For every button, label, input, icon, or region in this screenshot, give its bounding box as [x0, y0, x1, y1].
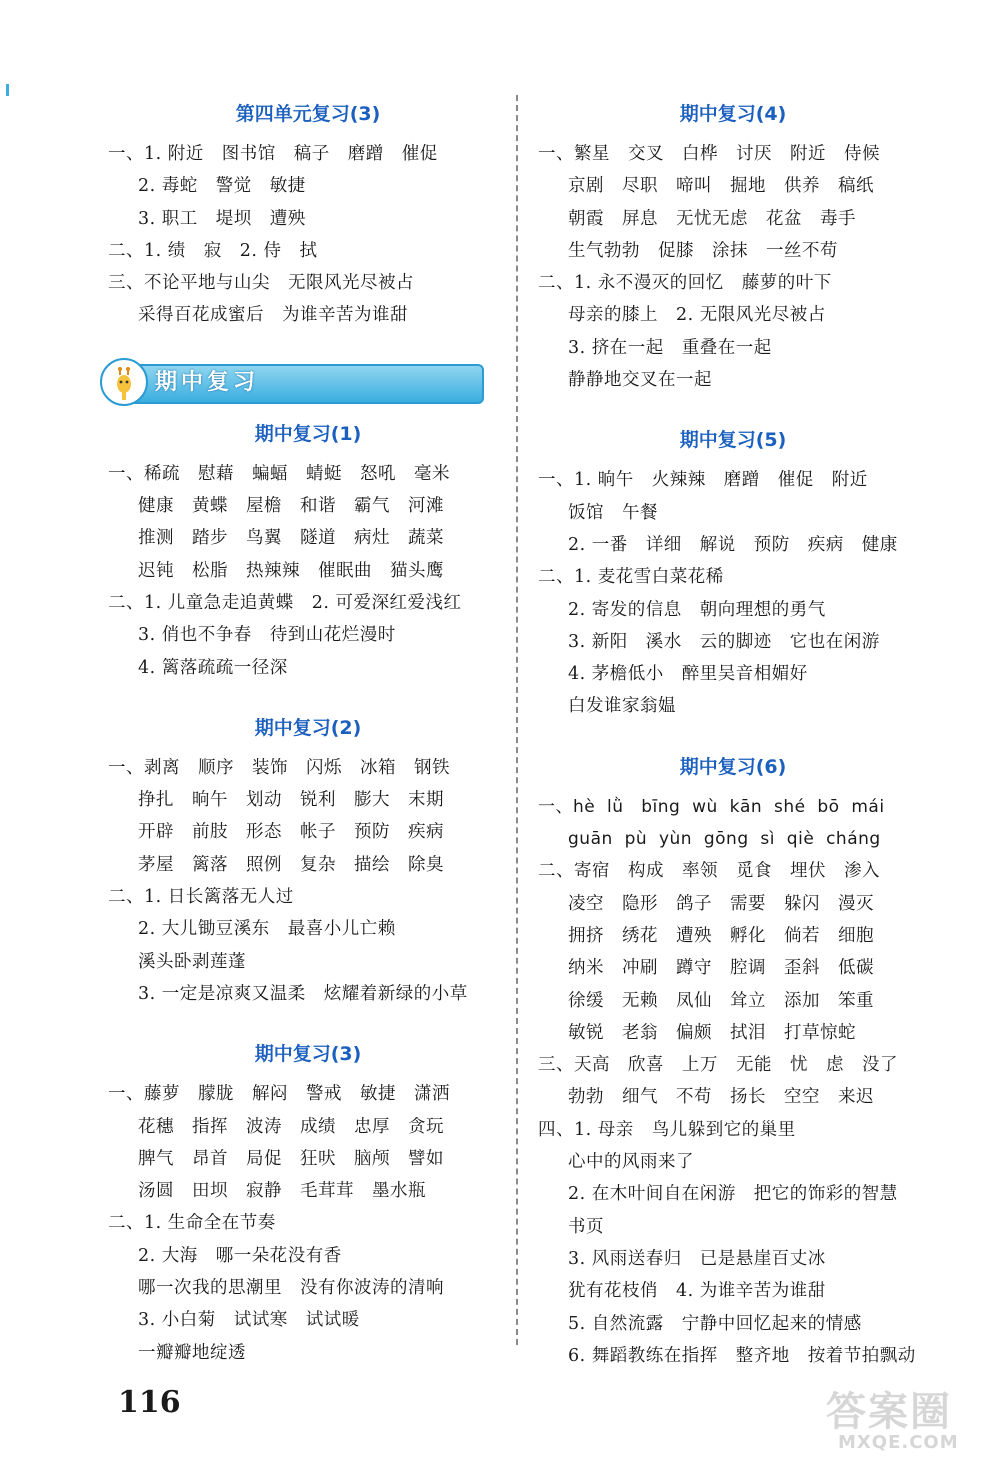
section-title: 期中复习(2): [254, 716, 362, 739]
banner-title: 期中复习: [155, 369, 260, 395]
answer-line: 4. 篱落疏疏一径深: [138, 657, 288, 678]
page-number: 116: [118, 1385, 181, 1420]
answer-line: 纳米 冲刷 蹲守 腔调 歪斜 低碳: [568, 958, 874, 979]
answer-line: 4. 茅檐低小 醉里吴音相媚好: [568, 664, 808, 685]
answer-line: 采得百花成蜜后 为谁辛苦为谁甜: [138, 305, 408, 326]
left-column: [108, 90, 508, 1369]
answer-line: 一、繁星 交叉 白桦 讨厌 附近 侍候: [538, 144, 880, 164]
section-title: 期中复习(3): [254, 1043, 362, 1066]
answer-line: 白发谁家翁媪: [568, 696, 676, 717]
answer-line: 3. 风雨送春归 已是悬崖百丈冰: [568, 1248, 826, 1269]
pinyin-answer-line: 一、hè lǜ bīng wù kān shé bō mái: [538, 796, 885, 817]
edge-accent-mark: [6, 84, 9, 96]
answer-line: 书页: [568, 1216, 604, 1237]
answer-line: 脾气 昂首 局促 狂吠 脑颅 譬如: [138, 1148, 444, 1169]
answer-line: 勃勃 细气 不苟 扬长 空空 来迟: [568, 1087, 874, 1108]
answer-line: 二、寄宿 构成 率领 觅食 埋伏 渗入: [538, 861, 880, 882]
answer-line: 二、1. 永不漫灭的回忆 藤萝的叶下: [538, 273, 832, 294]
answer-line: 二、1. 儿童急走追黄蝶 2. 可爱深红爱浅红: [108, 592, 462, 613]
answer-line: 二、1. 生命全在节奏: [108, 1213, 276, 1234]
answer-line: 静静地交叉在一起: [568, 370, 712, 391]
answer-line: 京剧 尽职 啼叫 掘地 供养 稿纸: [568, 176, 874, 197]
answer-line: 2. 大海 哪一朵花没有香: [138, 1245, 342, 1266]
section-title: 期中复习(1): [254, 422, 362, 445]
answer-line: 3. 挤在一起 重叠在一起: [568, 337, 772, 358]
giraffe-icon: [100, 358, 148, 406]
answer-line: 2. 大儿锄豆溪东 最喜小儿亡赖: [138, 919, 396, 940]
answer-line: 徐缓 无赖 凤仙 耸立 添加 笨重: [568, 990, 874, 1011]
answer-line: 凌空 隐形 鸽子 需要 躲闪 漫灭: [568, 893, 874, 914]
answer-line: 挣扎 晌午 划动 锐利 膨大 末期: [138, 790, 444, 811]
answer-line: 3. 新阳 溪水 云的脚迹 它也在闲游: [568, 631, 880, 652]
answer-line: 拥挤 绣花 遭殃 孵化 倘若 细胞: [568, 925, 874, 946]
answer-line: 5. 自然流露 宁静中回忆起来的情感: [568, 1313, 862, 1334]
answer-line: 一、剥离 顺序 装饰 闪烁 冰箱 钢铁: [108, 757, 450, 778]
section-title: 期中复习(4): [679, 103, 787, 125]
answer-line: 3. 小白菊 试试寒 试试暖: [138, 1310, 360, 1331]
answer-line: 三、不论平地与山尖 无限风光尽被占: [108, 273, 414, 294]
answer-line: 哪一次我的思潮里 没有你波涛的清响: [138, 1278, 444, 1299]
answer-line: 二、1. 绩 寂 2. 侍 拭: [108, 240, 318, 261]
watermark: [818, 1380, 988, 1460]
watermark-url-text: MXQE.COM: [838, 1432, 959, 1453]
answer-line: 一、1. 晌午 火辣辣 磨蹭 催促 附近: [538, 470, 868, 491]
answer-line: 2. 一番 详细 解说 预防 疾病 健康: [568, 534, 898, 555]
section-gap: [538, 396, 928, 416]
answer-line: 一、稀疏 慰藉 蝙蝠 蜻蜓 怒吼 毫米: [108, 463, 450, 484]
answer-line: 犹有花枝俏 4. 为谁辛苦为谁甜: [568, 1281, 826, 1302]
section-title: 期中复习(5): [679, 429, 787, 452]
answer-line: 迟钝 松脂 热辣辣 催眠曲 猫头鹰: [138, 560, 444, 581]
pinyin-answer-line: guān pù yùn gōng sì qiè cháng: [568, 829, 881, 850]
answer-line: 推测 踏步 鸟翼 隧道 病灶 蔬菜: [138, 528, 444, 549]
section-banner: [100, 350, 490, 410]
answer-line: 一瓣瓣地绽透: [138, 1342, 246, 1363]
answer-line: 茅屋 篱落 照例 复杂 描绘 除臭: [138, 854, 444, 875]
answer-line: 6. 舞蹈教练在指挥 整齐地 按着节拍飘动: [568, 1345, 916, 1366]
answer-line: 生气勃勃 促膝 涂抹 一丝不苟: [568, 240, 838, 261]
answer-line: 一、1. 附近 图书馆 稿子 磨蹭 催促: [108, 144, 438, 164]
section-title: 第四单元复习(3): [235, 103, 381, 125]
answer-line: 朝霞 屏息 无忧无虑 花盆 毒手: [568, 208, 856, 229]
answer-line: 饭馆 午餐: [568, 502, 658, 523]
answer-line: 三、天高 欣喜 上万 无能 忧 虑 没了: [538, 1055, 898, 1076]
column-divider: [516, 95, 518, 1345]
answer-line: 二、1. 麦花雪白菜花稀: [538, 567, 724, 588]
section-title: 期中复习(6): [679, 755, 787, 778]
answer-line: 溪头卧剥莲蓬: [138, 951, 246, 972]
answer-line: 母亲的膝上 2. 无限风光尽被占: [568, 305, 826, 326]
answer-line: 3. 职工 堤坝 遭殃: [138, 208, 306, 229]
answer-line: 四、1. 母亲 鸟儿躲到它的巢里: [538, 1119, 796, 1140]
answer-line: 一、藤萝 朦胧 解闷 警戒 敏捷 潇洒: [108, 1084, 450, 1105]
answer-line: 健康 黄蝶 屋檐 和谐 霸气 河滩: [138, 496, 444, 517]
answer-line: 2. 毒蛇 警觉 敏捷: [138, 176, 306, 197]
answer-line: 二、1. 日长篱落无人过: [108, 887, 294, 908]
right-column: [538, 90, 928, 1372]
section-gap: [108, 1010, 508, 1030]
answer-line: 2. 在木叶间自在闲游 把它的饰彩的智慧: [568, 1184, 898, 1205]
answer-line: 汤圆 田坝 寂静 毛茸茸 墨水瓶: [138, 1181, 426, 1202]
section-gap: [538, 723, 928, 743]
watermark-main-text: 答案圈: [826, 1389, 952, 1435]
answer-line: 花穗 指挥 波涛 成绩 忠厚 贪玩: [138, 1116, 444, 1137]
section-gap: [108, 684, 508, 704]
answer-line: 3. 俏也不争春 待到山花烂漫时: [138, 625, 396, 646]
answer-line: 2. 寄发的信息 朝向理想的勇气: [568, 599, 826, 620]
answer-line: 敏锐 老翁 偏颇 拭泪 打草惊蛇: [568, 1022, 856, 1043]
answer-line: 3. 一定是凉爽又温柔 炫耀着新绿的小草: [138, 983, 468, 1004]
answer-line: 心中的风雨来了: [568, 1152, 694, 1173]
answer-line: 开辟 前肢 形态 帐子 预防 疾病: [138, 822, 444, 843]
